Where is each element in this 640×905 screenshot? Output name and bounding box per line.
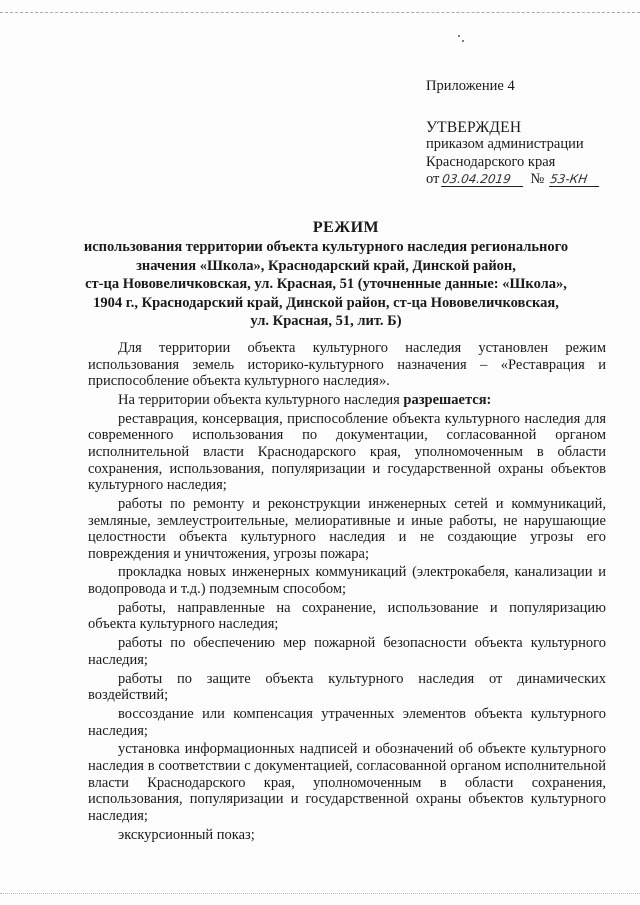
document-body [88, 340, 606, 845]
list-item: экскурсионный показ; [118, 826, 255, 843]
scan-speck [462, 40, 464, 42]
scan-edge-bottom [0, 893, 640, 895]
allowed-heading [88, 392, 606, 409]
order-prefix: от [426, 171, 440, 187]
list-item: работы, направленные на сохранение, использование и популяризацию объекта культурного наследия; [88, 599, 606, 633]
allowed-prefix: На территории объекта культурного наследия [118, 391, 404, 408]
order-line [426, 171, 626, 189]
order-date: 03.04.2019 [441, 173, 525, 187]
approval-block [426, 78, 626, 189]
approval-line-2: Краснодарского края [426, 153, 556, 170]
list-item: прокладка новых инженерных коммуникаций (электрокабеля, канализации и водопровода и т.д.) подземным способом; [88, 564, 606, 598]
list-item: работы по ремонту и реконструкции инженерных сетей и коммуникаций, земляные, землеустроительные, мелиоративные и иные работы, не нарушающие целостности объекта культурного наследия и не создающие угрозы его повреждения и уничтожения, угрозы пожара; [88, 495, 606, 562]
heading-line-2: значения «Школа», Краснодарский край, Динской район, [136, 257, 516, 274]
document-heading [60, 218, 640, 331]
order-number-sign: № [530, 171, 545, 187]
list-item: воссоздание или компенсация утраченных элементов объекта культурного наследия; [88, 705, 606, 739]
heading-line-1: использования территории объекта культурного наследия регионального [83, 239, 569, 255]
document-title: РЕЖИМ [312, 219, 380, 236]
scan-speck [458, 35, 460, 37]
heading-line-3: ст-ца Нововеличковская, ул. Красная, 51 (уточненные данные: «Школа», [85, 276, 567, 292]
heading-line-4: 1904 г., Краснодарский край, Динской район, ст-ца Нововеличковская, [93, 294, 559, 311]
scan-edge-top [0, 12, 640, 14]
list-item: установка информационных надписей и обозначений об объекте культурного наследия в соответствии с документацией, согласованной органом исполнительной власти Краснодарского края, уполномоченным в области сохранения, использования, популяризации и государственной охраны объектов культурного наследия; [88, 741, 606, 824]
order-number: 53-КН [549, 173, 601, 187]
approval-line-1: приказом администрации [426, 136, 584, 152]
appendix-label: Приложение 4 [426, 78, 515, 94]
list-item: работы по защите объекта культурного наследия от динамических воздействий; [88, 670, 606, 704]
intro-paragraph: Для территории объекта культурного наследия установлен режим использования земель историко-культурного назначения – «Реставрация и приспособление объекта культурного наследия». [88, 340, 606, 390]
allowed-bold: разрешается: [403, 391, 492, 408]
approved-label: УТВЕРЖДЕН [426, 118, 522, 136]
list-item: работы по обеспечению мер пожарной безопасности объекта культурного наследия; [88, 635, 606, 668]
list-item: реставрация, консервация, приспособление объекта культурного наследия для современного использования по документации, согласованной органом исполнительной власти Краснодарского края, уполномоченным в области сохранения, использования, популяризации и государственной охраны объектов культурного наследия; [88, 410, 606, 494]
heading-line-5: ул. Красная, 51, лит. Б) [250, 313, 402, 329]
